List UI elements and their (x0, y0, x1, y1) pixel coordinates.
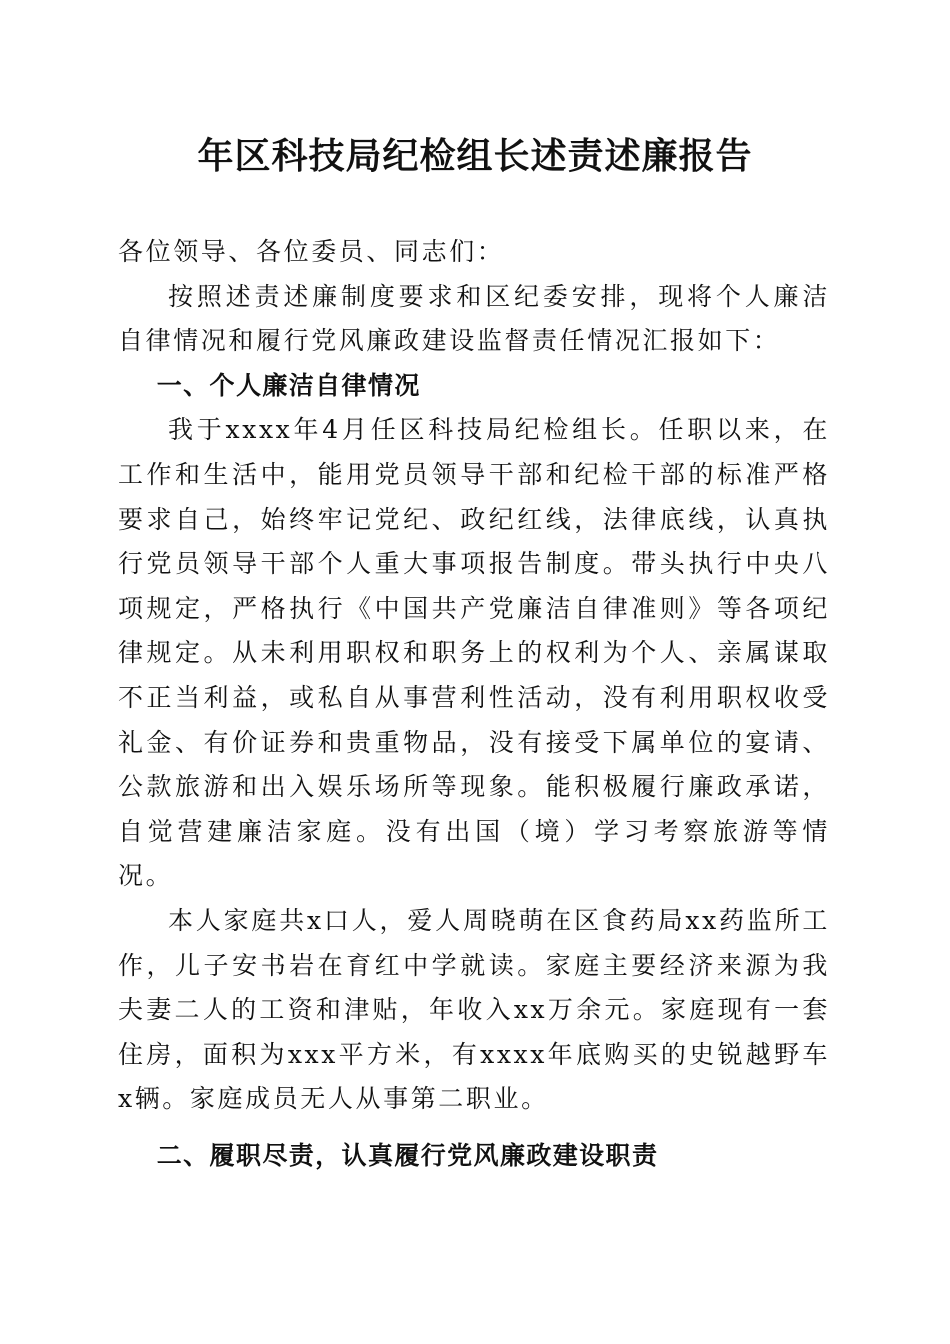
salutation: 各位领导、各位委员、同志们： (118, 237, 505, 266)
section-1-paragraph-2: 本人家庭共x口人，爱人周晓萌在区食药局xx药监所工作，儿子安书岩在育红中学就读。家庭主要经济来源为我夫妻二人的工资和津贴，年收入xx万余元。家庭现有一套住房，面积为xxx平方米，有xxxx年底购买的史锐越野车x辆。家庭成员无人从事第二职业。 (118, 905, 830, 1114)
document-body (118, 230, 830, 1178)
section-heading-2: 二、履职尽责，认真履行党风廉政建设职责 (156, 1140, 659, 1170)
document-title: 年区科技局纪检组长述责述廉报告 (197, 136, 753, 177)
intro-paragraph: 按照述责述廉制度要求和区纪委安排，现将个人廉洁自律情况和履行党风廉政建设监督责任情况汇报如下： (118, 281, 830, 356)
section-1-paragraph-1: 我于xxxx年4月任区科技局纪检组长。任职以来，在工作和生活中，能用党员领导干部和纪检干部的标准严格要求自己，始终牢记党纪、政纪红线，法律底线，认真执行党员领导干部个人重大事项报告制度。带头执行中央八项规定，严格执行《中国共产党廉洁自律准则》等各项纪律规定。从未利用职权和职务上的权利为个人、亲属谋取不正当利益，或私自从事营利性活动，没有利用职权收受礼金、有价证券和贵重物品，没有接受下属单位的宴请、公款旅游和出入娱乐场所等现象。能积极履行廉政承诺，自觉营建廉洁家庭。没有出国（境）学习考察旅游等情况。 (118, 415, 830, 891)
section-heading-1: 一、个人廉洁自律情况 (156, 370, 421, 400)
